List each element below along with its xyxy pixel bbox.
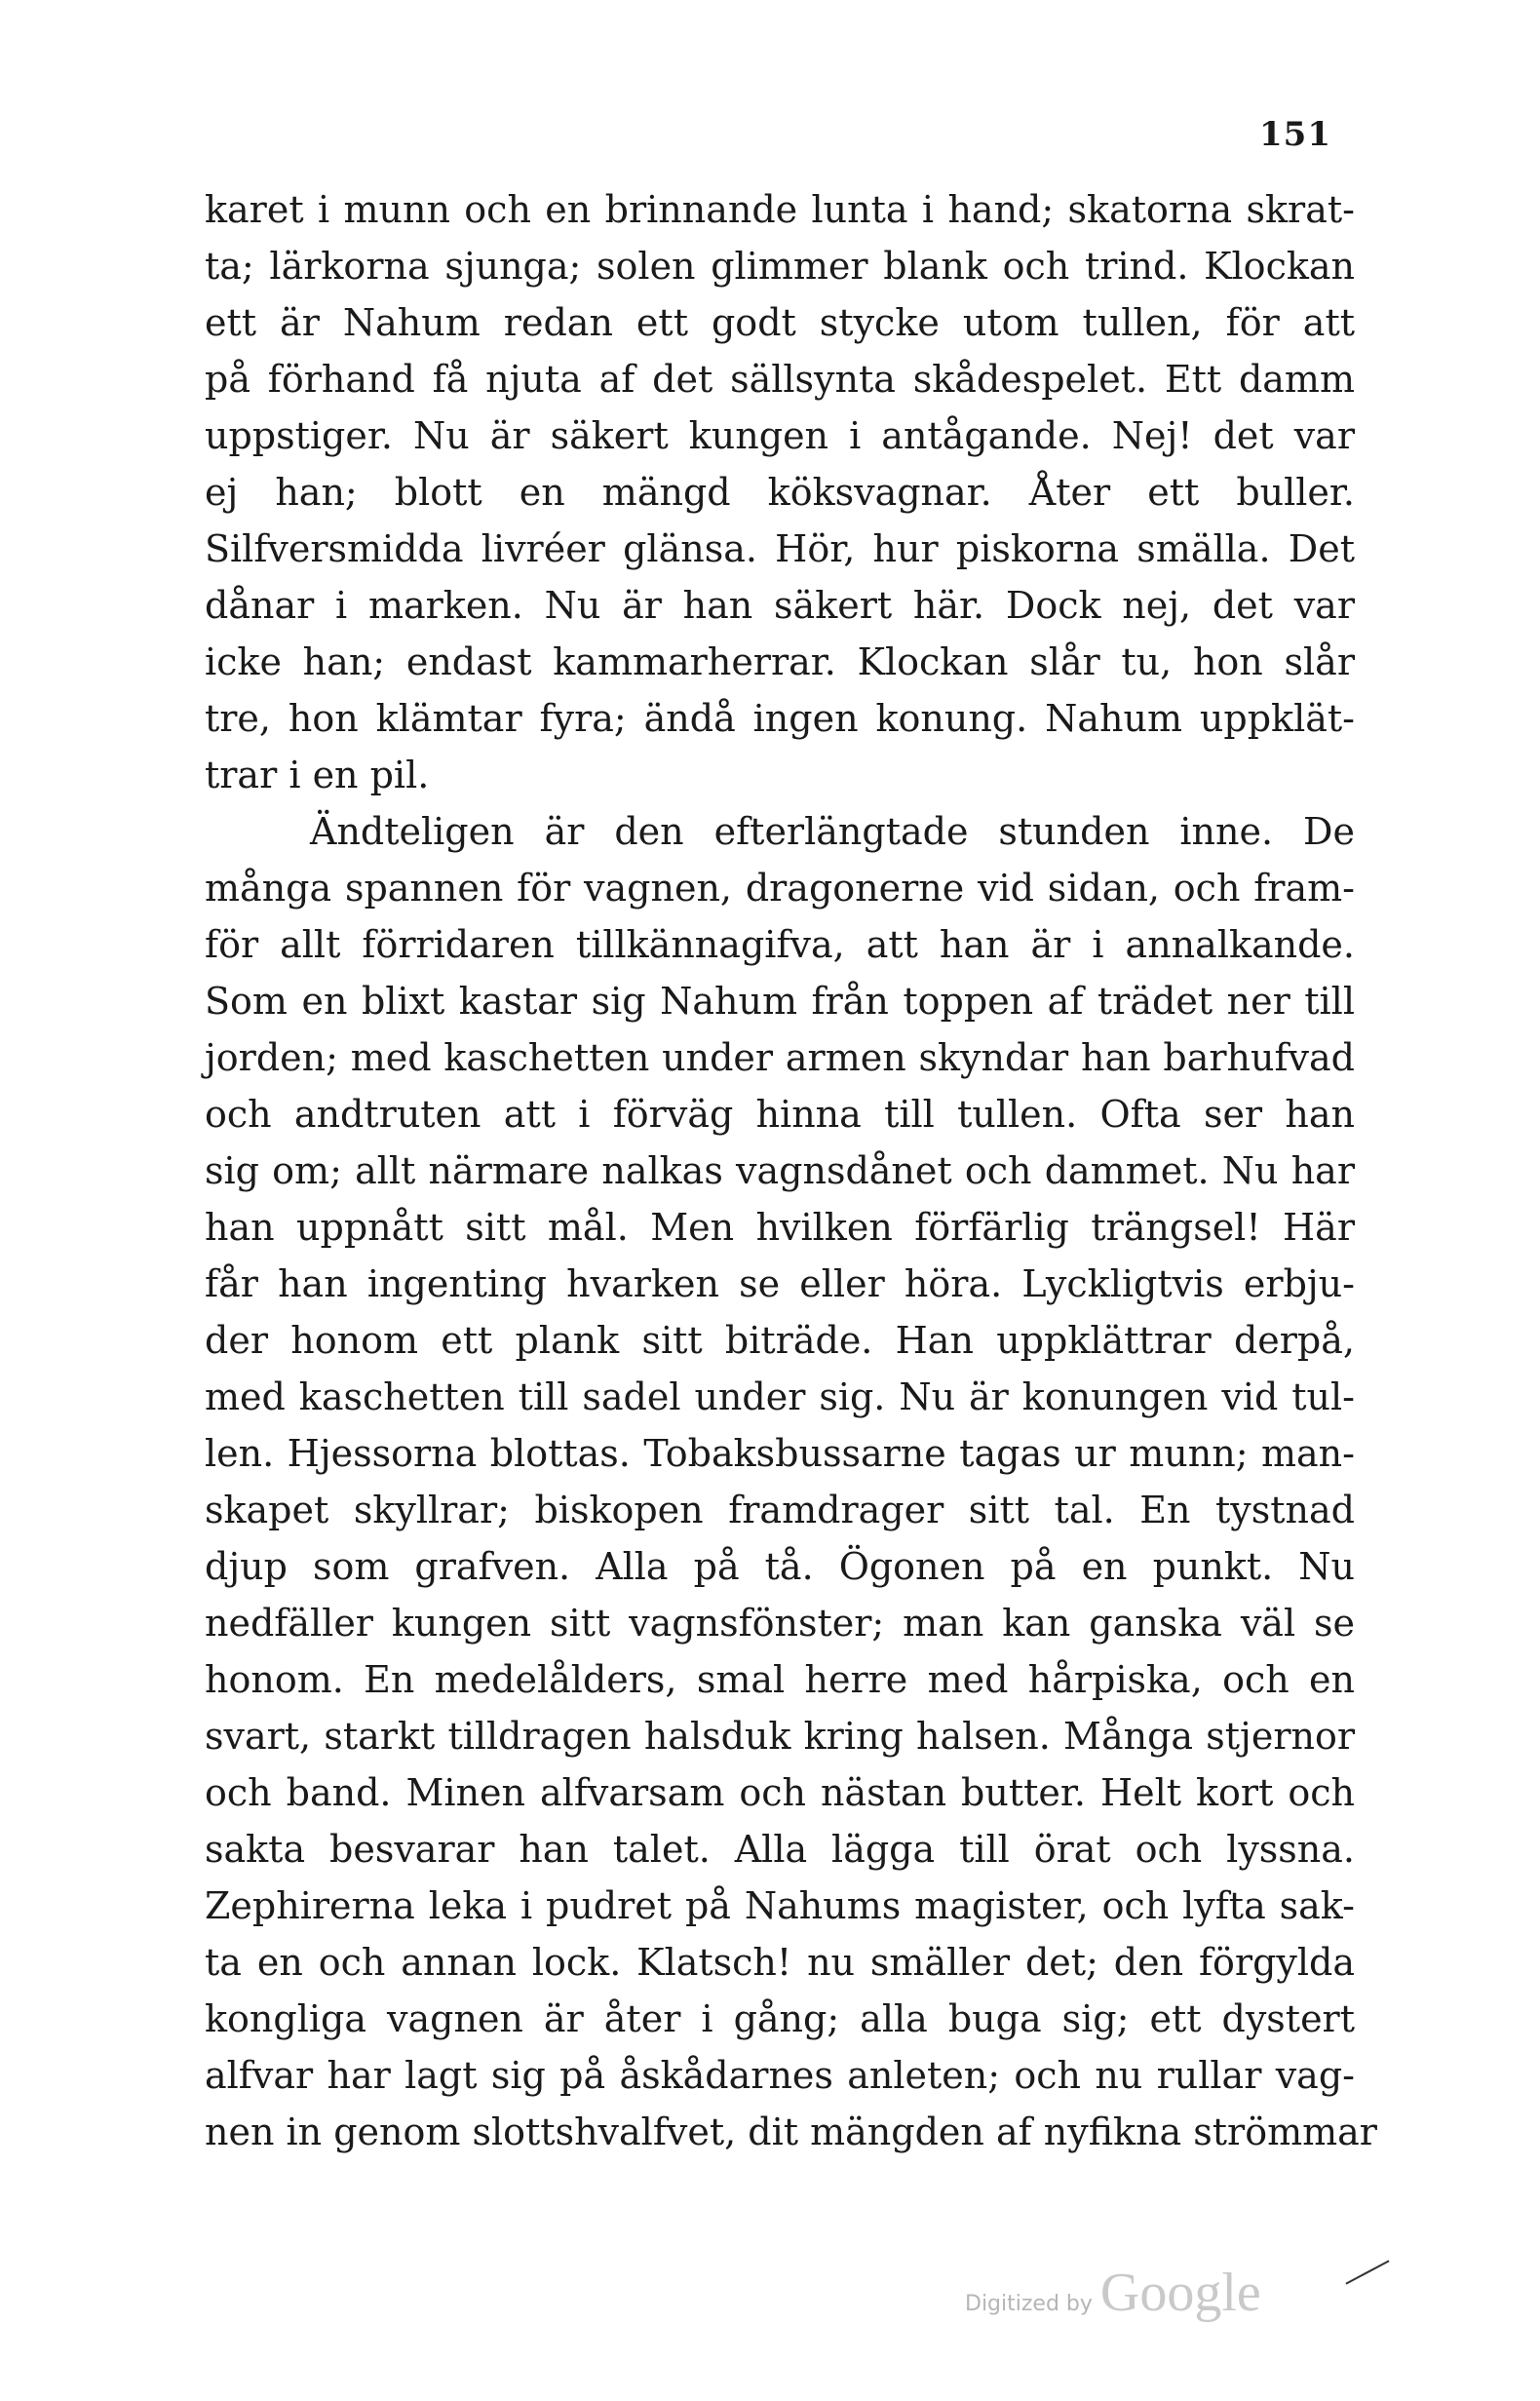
text-line: tre, hon klämtar fyra; ändå ingen konung. Nahum uppklät- [205,697,1355,740]
text-line: uppstiger. Nu är säkert kungen i antågande. Nej! det var [205,414,1355,457]
google-logo: Google [1099,2263,1261,2323]
text-line: han uppnått sitt mål. Men hvilken förfärlig trängsel! Här [205,1206,1355,1249]
pen-mark [1345,2260,1389,2284]
text-line: icke han; endast kammarherrar. Klockan slår tu, hon slår [205,640,1355,683]
text-line: djup som grafven. Alla på tå. Ögonen på en punkt. Nu [205,1545,1355,1588]
text-line: sig om; allt närmare nalkas vagnsdånet och dammet. Nu har [205,1149,1355,1192]
text-line: honom. En medelålders, smal herre med hårpiska, och en [205,1658,1355,1701]
text-line: karet i munn och en brinnande lunta i hand; skatorna skrat- [205,188,1355,231]
text-line: sakta besvarar han talet. Alla lägga till örat och lyssna. [205,1828,1355,1871]
text-line: och andtruten att i förväg hinna till tullen. Ofta ser han [205,1093,1355,1136]
text-line: och band. Minen alfvarsam och nästan butter. Helt kort och [205,1771,1355,1814]
page-number: 151 [1259,115,1331,154]
text-line: Silfversmidda livréer glänsa. Hör, hur piskorna smälla. Det [205,527,1355,570]
text-line: dånar i marken. Nu är han säkert här. Dock nej, det var [205,584,1355,627]
text-line: ta; lärkorna sjunga; solen glimmer blank och trind. Klockan [205,245,1355,288]
text-line: kongliga vagnen är åter i gång; alla buga sig; ett dystert [205,1997,1355,2040]
text-line: skapet skyllrar; biskopen framdrager sitt tal. En tystnad [205,1489,1355,1531]
text-line: på förhand få njuta af det sällsynta skådespelet. Ett damm [205,358,1355,401]
text-line: der honom ett plank sitt biträde. Han uppklättrar derpå, [205,1319,1355,1362]
body-text [205,181,1377,2160]
text-line: med kaschetten till sadel under sig. Nu är konungen vid tul- [205,1375,1355,1418]
text-line: för allt förridaren tillkännagifva, att han är i annalkande. [205,923,1355,966]
text-line: svart, starkt tilldragen halsduk kring halsen. Många stjernor [205,1715,1355,1758]
text-line: får han ingenting hvarken se eller höra. Lyckligtvis erbju- [205,1262,1355,1305]
text-line: jorden; med kaschetten under armen skyndar han barhufvad [205,1036,1355,1079]
digitized-label: Digitized by [965,2292,1093,2316]
text-line: Som en blixt kastar sig Nahum från toppen af trädet ner till [205,980,1355,1023]
text-line: trar i en pil. [205,754,430,796]
text-line: nen in genom slottshvalfvet, dit mängden af nyfikna strömmar [205,2111,1377,2153]
text-line: ett är Nahum redan ett godt stycke utom tullen, för att [205,301,1355,344]
text-line: ej han; blott en mängd köksvagnar. Åter ett buller. [205,471,1355,514]
text-line: många spannen för vagnen, dragonerne vid sidan, och fram- [205,867,1355,910]
text-line: Ändteligen är den efterlängtade stunden inne. De [310,810,1355,853]
text-line: ta en och annan lock. Klatsch! nu smäller det; den förgylda [205,1941,1355,1984]
text-line: Zephirerna leka i pudret på Nahums magister, och lyfta sak- [205,1884,1355,1927]
text-line: nedfäller kungen sitt vagnsfönster; man kan ganska väl se [205,1602,1355,1645]
digitized-by-watermark [965,2262,1261,2323]
text-line: len. Hjessorna blottas. Tobaksbussarne tagas ur munn; man- [205,1432,1355,1475]
text-line: alfvar har lagt sig på åskådarnes anleten; och nu rullar vag- [205,2054,1355,2097]
